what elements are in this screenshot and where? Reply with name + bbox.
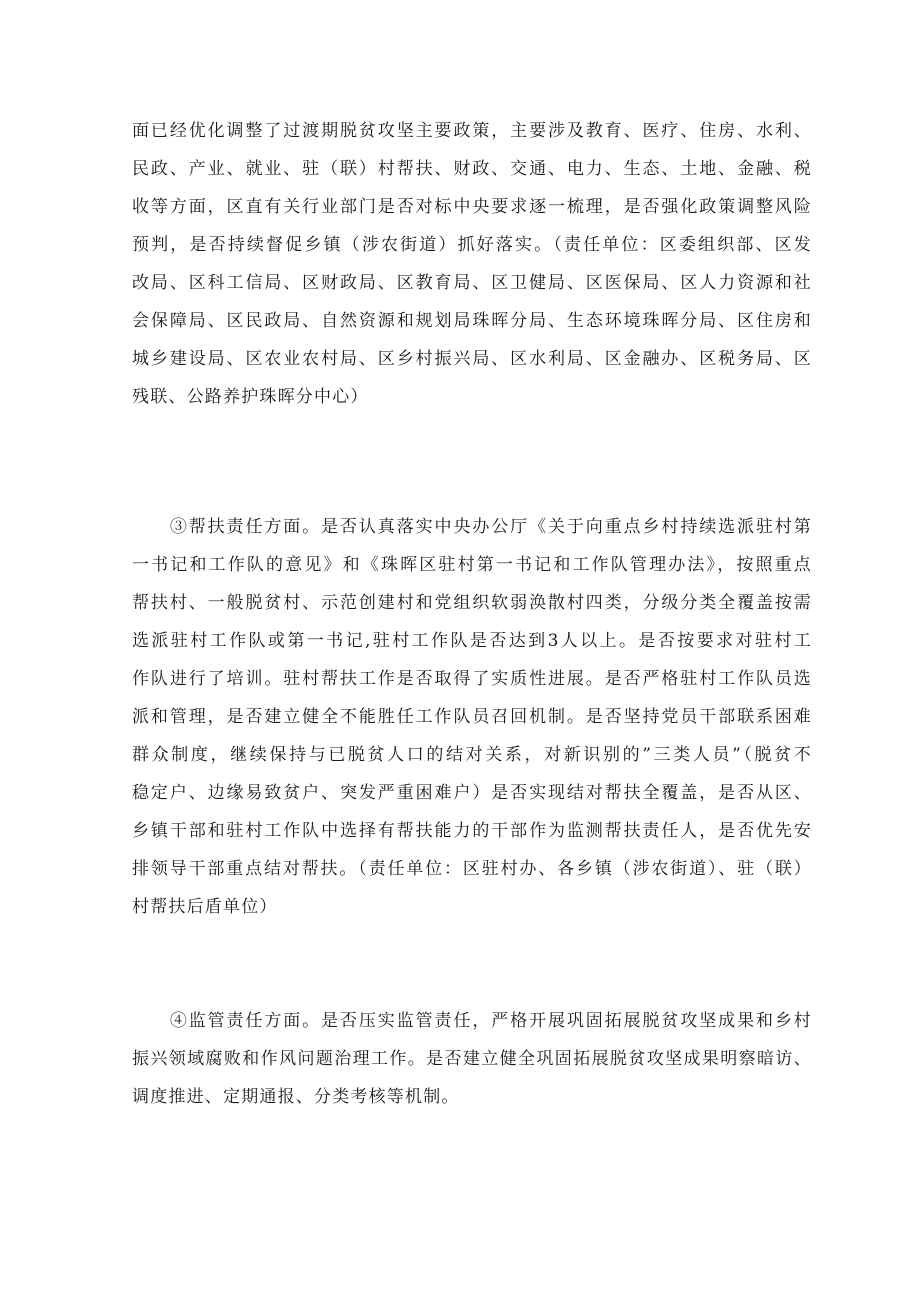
text-line: 改局、区科工信局、区财政局、区教育局、区卫健局、区医保局、区人力资源和社 [132, 273, 812, 293]
text-line: 民政、产业、就业、驻（联）村帮扶、财政、交通、电力、生态、土地、金融、税 [132, 159, 812, 179]
text-line: ④监管责任方面。是否压实监管责任，严格开展巩固拓展脱贫攻坚成果和乡村 [132, 1011, 812, 1031]
text-line: 城乡建设局、区农业农村局、区乡村振兴局、区水利局、区金融办、区税务局、区 [132, 349, 812, 369]
text-line: 振兴领域腐败和作风问题治理工作。是否建立健全巩固拓展脱贫攻坚成果明察暗访、 [132, 1049, 812, 1069]
text-line: 稳定户、边缘易致贫户、突发严重困难户）是否实现结对帮扶全覆盖，是否从区、 [132, 783, 812, 803]
paragraph-supervision-responsibility [132, 1002, 812, 1116]
text-line: 帮扶村、一般脱贫村、示范创建村和党组织软弱涣散村四类，分级分类全覆盖按需 [132, 593, 812, 613]
text-line: 残联、公路养护珠晖分中心） [132, 387, 369, 407]
text-line: ③帮扶责任方面。是否认真落实中央办公厅《关于向重点乡村持续选派驻村第 [132, 517, 812, 537]
text-line: 调度推进、定期通报、分类考核等机制。 [132, 1087, 460, 1107]
paragraph-policy-adjustment [132, 112, 812, 416]
paragraph-assistance-responsibility [132, 508, 812, 926]
text-line: 作队进行了培训。驻村帮扶工作是否取得了实质性进展。是否严格驻村工作队员选 [132, 669, 812, 689]
text-line: 一书记和工作队的意见》和《珠晖区驻村第一书记和工作队管理办法》，按照重点 [132, 555, 812, 575]
text-line: 村帮扶后盾单位） [132, 897, 278, 917]
text-line: 派和管理，是否建立健全不能胜任工作队员召回机制。是否坚持党员干部联系困难 [132, 707, 812, 727]
text-line: 乡镇干部和驻村工作队中选择有帮扶能力的干部作为监测帮扶责任人，是否优先安 [132, 821, 812, 841]
text-line: 预判，是否持续督促乡镇（涉农街道）抓好落实。（责任单位：区委组织部、区发 [132, 235, 812, 255]
text-line: 选派驻村工作队或第一书记,驻村工作队是否达到3人以上。是否按要求对驻村工 [132, 631, 812, 651]
text-line: 面已经优化调整了过渡期脱贫攻坚主要政策，主要涉及教育、医疗、住房、水利、 [132, 121, 812, 141]
text-line: 群众制度，继续保持与已脱贫人口的结对关系，对新识别的”三类人员”（脱贫不 [132, 745, 812, 765]
text-line: 排领导干部重点结对帮扶。（责任单位：区驻村办、各乡镇（涉农街道）、驻（联） [132, 859, 812, 879]
text-line: 会保障局、区民政局、自然资源和规划局珠晖分局、生态环境珠晖分局、区住房和 [132, 311, 812, 331]
text-line: 收等方面，区直有关行业部门是否对标中央要求逐一梳理，是否强化政策调整风险 [132, 197, 812, 217]
